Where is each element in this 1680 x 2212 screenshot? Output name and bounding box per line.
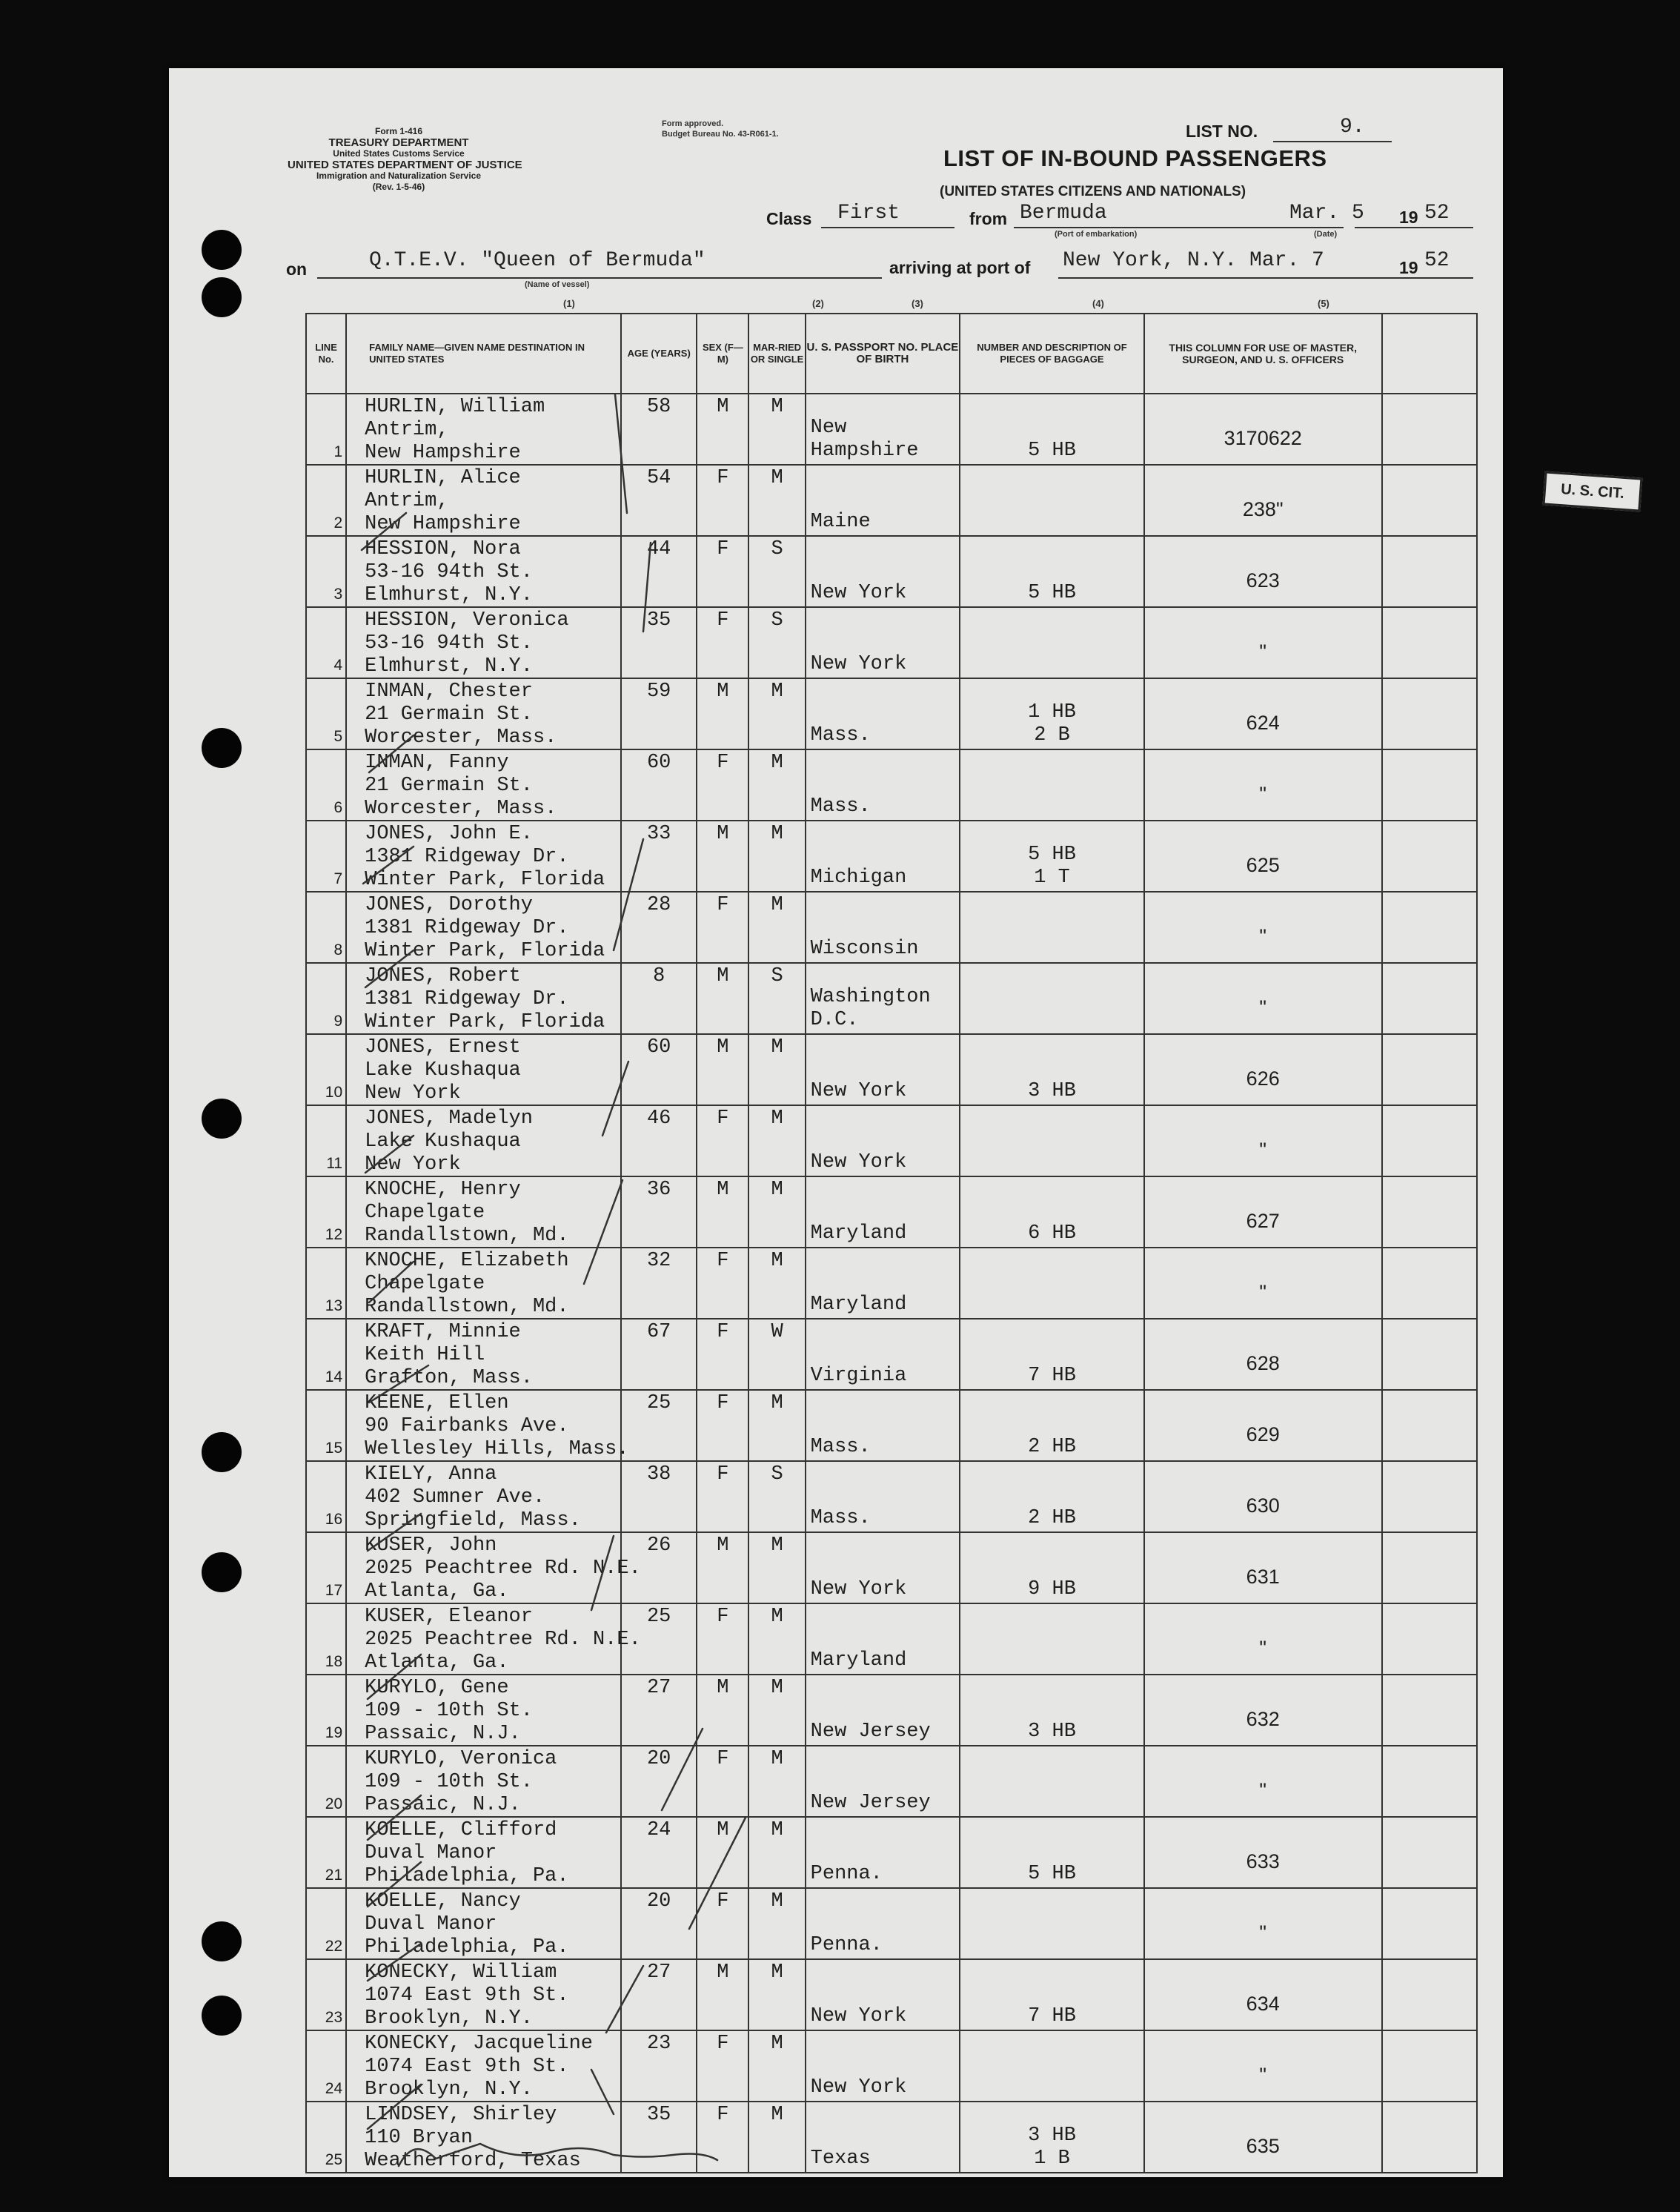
- address-line: Chapelgate: [365, 1202, 485, 1224]
- date-year-prefix: 19: [1399, 208, 1418, 227]
- passenger-name: JONES, Ernest: [365, 1036, 521, 1059]
- city-line: New York: [365, 1082, 461, 1105]
- passenger-name: JONES, Robert: [365, 965, 521, 987]
- header-age: AGE (YEARS): [621, 314, 697, 394]
- sex-cell: F: [697, 1461, 748, 1532]
- city-line: Passaic, N.J.: [365, 1794, 521, 1816]
- sex-cell: F: [697, 1319, 748, 1390]
- city-line: Brooklyn, N.Y.: [365, 2079, 533, 2101]
- age-cell: 20: [621, 1746, 697, 1817]
- age-cell: 46: [621, 1105, 697, 1176]
- address-line: 109 - 10th St.: [365, 1700, 533, 1722]
- line-number: 10: [325, 1084, 343, 1101]
- passenger-name: HURLIN, William: [365, 396, 545, 418]
- birthplace-line-2: Texas: [810, 2148, 871, 2170]
- officer-number: 624: [1246, 712, 1280, 734]
- birthplace-line-2: Maryland: [810, 1294, 907, 1316]
- birthplace-line-2: New York: [810, 1578, 907, 1600]
- passenger-name: KEENE, Ellen: [365, 1392, 509, 1414]
- header-passport: U. S. PASSPORT NO. PLACE OF BIRTH: [806, 314, 960, 394]
- header-married: MAR-RIED OR SINGLE: [748, 314, 805, 394]
- passenger-name: KONECKY, Jacqueline: [365, 2033, 593, 2055]
- birthplace-line-2: Hampshire: [810, 440, 919, 462]
- address-line: 2025 Peachtree Rd. N.E.: [365, 1629, 641, 1651]
- birthplace-line-2: New York: [810, 2076, 907, 2099]
- birthplace-line-2: New Jersey: [810, 1792, 931, 1814]
- marital-cell: M: [748, 1248, 805, 1319]
- address-line: 21 Germain St.: [365, 775, 533, 797]
- colnum-4: (4): [1092, 298, 1104, 309]
- city-line: New Hampshire: [365, 442, 521, 464]
- embark-caption: (Port of embarkation): [1055, 230, 1138, 239]
- manifest-page: [169, 68, 1625, 2177]
- line-number: 8: [333, 941, 343, 958]
- line-number: 12: [325, 1226, 343, 1243]
- address-line: Duval Manor: [365, 1913, 497, 1936]
- passenger-name: INMAN, Fanny: [365, 752, 509, 774]
- budget-bureau: Budget Bureau No. 43-R061-1.: [662, 130, 779, 139]
- sex-cell: M: [697, 821, 748, 892]
- officer-number: ": [1259, 1921, 1266, 1944]
- age-cell: 38: [621, 1461, 697, 1532]
- address-line: 1381 Ridgeway Dr.: [365, 988, 569, 1010]
- line-number: 17: [325, 1582, 343, 1599]
- address-line: 1074 East 9th St.: [365, 2056, 569, 2078]
- class-label: Class: [766, 209, 812, 228]
- birthplace-line-2: Penna.: [810, 1863, 883, 1885]
- line-number: 7: [333, 870, 343, 887]
- header-sex: SEX (F—M): [697, 314, 748, 394]
- marital-cell: M: [748, 1888, 805, 1959]
- officer-number: 633: [1246, 1850, 1280, 1872]
- passenger-name: KRAFT, Minnie: [365, 1321, 521, 1343]
- officer-number: 627: [1246, 1210, 1280, 1232]
- age-cell: 28: [621, 892, 697, 963]
- city-line: Philadelphia, Pa.: [365, 1865, 569, 1887]
- marital-cell: M: [748, 1817, 805, 1888]
- age-cell: 27: [621, 1959, 697, 2030]
- passenger-name: KURYLO, Veronica: [365, 1748, 557, 1770]
- line-number: 22: [325, 1938, 343, 1955]
- passenger-name: KONECKY, William: [365, 1961, 557, 1984]
- class-value: First: [837, 202, 900, 225]
- colnum-3: (3): [912, 298, 923, 309]
- address-line: 53-16 94th St.: [365, 632, 533, 655]
- birthplace-line-2: Mass.: [810, 1507, 871, 1529]
- date-value: Mar. 5: [1289, 202, 1364, 225]
- sex-cell: M: [697, 1959, 748, 2030]
- officer-number: 628: [1246, 1352, 1280, 1374]
- sex-cell: M: [697, 1176, 748, 1248]
- address-line: Antrim,: [365, 490, 449, 512]
- sex-cell: F: [697, 1603, 748, 1675]
- officer-number: ": [1259, 925, 1266, 947]
- officer-number: 629: [1246, 1423, 1280, 1446]
- line-number: 5: [333, 728, 343, 745]
- birthplace-line-2: Maryland: [810, 1222, 907, 1245]
- sex-cell: F: [697, 1105, 748, 1176]
- officer-number: ": [1259, 996, 1266, 1019]
- birthplace-line-2: New York: [810, 582, 907, 604]
- sex-cell: F: [697, 1248, 748, 1319]
- marital-cell: S: [748, 607, 805, 678]
- passenger-name: HESSION, Veronica: [365, 609, 569, 632]
- address-line: 1381 Ridgeway Dr.: [365, 846, 569, 868]
- address-line: 53-16 94th St.: [365, 561, 533, 583]
- birthplace-line-2: D.C.: [810, 1009, 859, 1031]
- officer-number: 3170622: [1224, 427, 1302, 449]
- address-line: Lake Kushaqua: [365, 1059, 521, 1082]
- birthplace-line-2: New York: [810, 1151, 907, 1173]
- line-number: 25: [325, 2151, 343, 2168]
- marital-cell: M: [748, 465, 805, 536]
- line-number: 20: [325, 1795, 343, 1812]
- line-number: 6: [333, 799, 343, 816]
- sex-cell: F: [697, 1390, 748, 1461]
- line-number: 21: [325, 1867, 343, 1884]
- address-line: Keith Hill: [365, 1344, 485, 1366]
- date-caption: (Date): [1314, 230, 1338, 239]
- passenger-name: KNOCHE, Henry: [365, 1179, 521, 1201]
- marital-cell: M: [748, 1390, 805, 1461]
- city-line: Elmhurst, N.Y.: [365, 584, 533, 606]
- baggage-line-2: 1 T: [1034, 867, 1070, 889]
- sex-cell: F: [697, 607, 748, 678]
- ins-service: Immigration and Naturalization Service: [316, 170, 482, 181]
- marital-cell: M: [748, 1034, 805, 1105]
- age-cell: 27: [621, 1675, 697, 1746]
- birthplace-line-2: Wisconsin: [810, 938, 919, 960]
- birthplace-line-2: New York: [810, 1080, 907, 1102]
- city-line: Philadelphia, Pa.: [365, 1936, 569, 1958]
- age-cell: 67: [621, 1319, 697, 1390]
- age-cell: 20: [621, 1888, 697, 1959]
- age-cell: 35: [621, 607, 697, 678]
- passenger-name: KURYLO, Gene: [365, 1677, 509, 1699]
- marital-cell: M: [748, 678, 805, 749]
- officer-number: 625: [1246, 854, 1280, 876]
- line-number: 3: [333, 586, 343, 603]
- marital-cell: M: [748, 1746, 805, 1817]
- officer-number: ": [1259, 783, 1266, 805]
- city-line: Worcester, Mass.: [365, 798, 557, 820]
- baggage-line-2: 2 HB: [1028, 1507, 1076, 1529]
- vessel-caption: (Name of vessel): [525, 280, 590, 289]
- birthplace-line-2: New Jersey: [810, 1721, 931, 1743]
- age-cell: 25: [621, 1603, 697, 1675]
- baggage-line-2: 7 HB: [1028, 2005, 1076, 2027]
- baggage-line-2: 3 HB: [1028, 1721, 1076, 1743]
- baggage-line-2: 1 B: [1034, 2148, 1070, 2170]
- city-line: Passaic, N.J.: [365, 1723, 521, 1745]
- officer-number: ": [1259, 1637, 1266, 1659]
- sex-cell: F: [697, 2102, 748, 2173]
- marital-cell: M: [748, 1959, 805, 2030]
- baggage-line-2: 3 HB: [1028, 1080, 1076, 1102]
- passenger-name: KUSER, Eleanor: [365, 1606, 533, 1628]
- line-number: 1: [333, 443, 343, 460]
- page-subtitle: (UNITED STATES CITIZENS AND NATIONALS): [940, 184, 1246, 199]
- address-line: Lake Kushaqua: [365, 1130, 521, 1153]
- sex-cell: F: [697, 465, 748, 536]
- line-number: 9: [333, 1013, 343, 1030]
- marital-cell: M: [748, 394, 805, 465]
- list-no-label: LIST NO.: [1186, 122, 1258, 141]
- age-cell: 58: [621, 394, 697, 465]
- city-line: Grafton, Mass.: [365, 1367, 533, 1389]
- address-line: 110 Bryan: [365, 2127, 473, 2149]
- passenger-name: JONES, Dorothy: [365, 894, 533, 916]
- handwritten-marks: [169, 68, 1503, 2177]
- birthplace-line-2: Penna.: [810, 1934, 883, 1956]
- officer-number: ": [1259, 1779, 1266, 1801]
- age-cell: 33: [621, 821, 697, 892]
- address-line: 1074 East 9th St.: [365, 1984, 569, 2007]
- officer-number: 626: [1246, 1067, 1280, 1090]
- marital-cell: S: [748, 1461, 805, 1532]
- passenger-name: LINDSEY, Shirley: [365, 2104, 557, 2126]
- line-number: 13: [325, 1297, 343, 1314]
- city-line: Atlanta, Ga.: [365, 1652, 509, 1674]
- marital-cell: M: [748, 1603, 805, 1675]
- from-value: Bermuda: [1020, 202, 1107, 225]
- birthplace-line-2: Michigan: [810, 867, 907, 889]
- revision: (Rev. 1-5-46): [372, 182, 425, 192]
- birthplace-line-2: Maryland: [810, 1649, 907, 1672]
- port-year-prefix: 19: [1399, 258, 1418, 277]
- line-number: 2: [333, 514, 343, 532]
- address-line: 109 - 10th St.: [365, 1771, 533, 1793]
- age-cell: 25: [621, 1390, 697, 1461]
- birthplace-line-2: New York: [810, 653, 907, 675]
- from-label: from: [969, 209, 1008, 228]
- passenger-name: KOELLE, Nancy: [365, 1890, 521, 1913]
- sex-cell: M: [697, 963, 748, 1034]
- marital-cell: M: [748, 749, 805, 821]
- age-cell: 60: [621, 1034, 697, 1105]
- line-number: 18: [325, 1653, 343, 1670]
- officer-number: ": [1259, 1139, 1266, 1161]
- passenger-name: HESSION, Nora: [365, 538, 521, 560]
- line-number: 4: [333, 657, 343, 674]
- age-cell: 59: [621, 678, 697, 749]
- marital-cell: M: [748, 1675, 805, 1746]
- address-line: 21 Germain St.: [365, 703, 533, 726]
- passenger-name: HURLIN, Alice: [365, 467, 521, 489]
- list-no-value: 9.: [1340, 116, 1365, 139]
- age-cell: 44: [621, 536, 697, 607]
- line-number: 19: [325, 1724, 343, 1741]
- passenger-name: KUSER, John: [365, 1534, 497, 1557]
- city-line: New York: [365, 1153, 461, 1176]
- address-line: 90 Fairbanks Ave.: [365, 1415, 569, 1437]
- address-line: Duval Manor: [365, 1842, 497, 1864]
- marital-cell: M: [748, 2102, 805, 2173]
- officer-number: 632: [1246, 1708, 1280, 1730]
- sex-cell: M: [697, 1817, 748, 1888]
- officer-number: 623: [1246, 569, 1280, 592]
- sex-cell: F: [697, 2030, 748, 2102]
- line-number: 24: [325, 2080, 343, 2097]
- marital-cell: M: [748, 821, 805, 892]
- officer-number: ": [1259, 640, 1266, 663]
- sex-cell: M: [697, 1034, 748, 1105]
- city-line: Winter Park, Florida: [365, 869, 605, 891]
- header-line: LINE No.: [306, 314, 346, 394]
- sex-cell: M: [697, 1675, 748, 1746]
- baggage-line-2: 5 HB: [1028, 440, 1076, 462]
- baggage-line-2: 2 B: [1034, 724, 1070, 746]
- age-cell: 35: [621, 2102, 697, 2173]
- age-cell: 23: [621, 2030, 697, 2102]
- age-cell: 8: [621, 963, 697, 1034]
- marital-cell: M: [748, 1105, 805, 1176]
- age-cell: 36: [621, 1176, 697, 1248]
- sex-cell: M: [697, 394, 748, 465]
- sex-cell: F: [697, 749, 748, 821]
- baggage-line-2: 6 HB: [1028, 1222, 1076, 1245]
- arriving-label: arriving at port of: [889, 258, 1031, 277]
- city-line: Brooklyn, N.Y.: [365, 2007, 533, 2030]
- marital-cell: M: [748, 1532, 805, 1603]
- form-number: Form 1-416: [374, 126, 423, 136]
- marital-cell: M: [748, 2030, 805, 2102]
- baggage-line-2: 9 HB: [1028, 1578, 1076, 1600]
- header-baggage: NUMBER AND DESCRIPTION OF PIECES OF BAGGAGE: [960, 314, 1144, 394]
- line-number: 15: [325, 1440, 343, 1457]
- passenger-name: JONES, Madelyn: [365, 1107, 533, 1130]
- officer-number: 631: [1246, 1566, 1280, 1588]
- line-number: 23: [325, 2009, 343, 2026]
- birthplace-line-2: Mass.: [810, 1436, 871, 1458]
- colnum-1: (1): [563, 298, 575, 309]
- baggage-line-1: 3 HB: [1028, 2125, 1076, 2147]
- address-line: 1381 Ridgeway Dr.: [365, 917, 569, 939]
- baggage-line-2: 5 HB: [1028, 1863, 1076, 1885]
- justice-dept: UNITED STATES DEPARTMENT OF JUSTICE: [288, 159, 522, 171]
- officer-number: 238": [1242, 498, 1284, 520]
- birthplace-line-2: Mass.: [810, 795, 871, 818]
- line-number: 14: [325, 1368, 343, 1385]
- passenger-name: KOELLE, Clifford: [365, 1819, 557, 1841]
- age-cell: 54: [621, 465, 697, 536]
- sex-cell: F: [697, 536, 748, 607]
- form-approved: Form approved.: [662, 119, 724, 128]
- birthplace-line-2: New York: [810, 2005, 907, 2027]
- officer-number: 630: [1246, 1494, 1280, 1517]
- city-line: Wellesley Hills, Mass.: [365, 1438, 629, 1460]
- passenger-name: JONES, John E.: [365, 823, 533, 845]
- city-line: New Hampshire: [365, 513, 521, 535]
- city-line: Randallstown, Md.: [365, 1296, 569, 1318]
- page-title: LIST OF IN-BOUND PASSENGERS: [943, 145, 1327, 171]
- sex-cell: M: [697, 678, 748, 749]
- city-line: Springfield, Mass.: [365, 1509, 581, 1531]
- birthplace-line-2: Virginia: [810, 1365, 907, 1387]
- age-cell: 26: [621, 1532, 697, 1603]
- passenger-name: KIELY, Anna: [365, 1463, 497, 1486]
- city-line: Weatherford, Texas: [365, 2150, 581, 2172]
- customs-service: United States Customs Service: [333, 148, 465, 159]
- port-year: 52: [1424, 249, 1450, 272]
- marital-cell: S: [748, 536, 805, 607]
- marital-cell: M: [748, 1176, 805, 1248]
- address-line: 402 Sumner Ave.: [365, 1486, 545, 1509]
- officer-number: ": [1259, 1281, 1266, 1303]
- line-number: 16: [325, 1511, 343, 1528]
- header-name: FAMILY NAME—GIVEN NAME DESTINATION IN UNITED STATES: [346, 314, 621, 394]
- passenger-name: KNOCHE, Elizabeth: [365, 1250, 569, 1272]
- on-label: on: [286, 259, 308, 279]
- baggage-line-2: 5 HB: [1028, 582, 1076, 604]
- marital-cell: W: [748, 1319, 805, 1390]
- baggage-line-1: 1 HB: [1028, 701, 1076, 723]
- passenger-name: INMAN, Chester: [365, 681, 533, 703]
- baggage-line-1: 5 HB: [1028, 844, 1076, 866]
- date-year: 52: [1424, 202, 1450, 225]
- city-line: Worcester, Mass.: [365, 726, 557, 749]
- city-line: Winter Park, Florida: [365, 940, 605, 962]
- city-line: Randallstown, Md.: [365, 1225, 569, 1247]
- city-line: Elmhurst, N.Y.: [365, 655, 533, 678]
- age-cell: 24: [621, 1817, 697, 1888]
- address-line: Antrim,: [365, 419, 449, 441]
- sex-cell: M: [697, 1532, 748, 1603]
- vessel-name: Q.T.E.V. "Queen of Bermuda": [369, 249, 705, 272]
- port-value: New York, N.Y. Mar. 7: [1063, 249, 1324, 272]
- birthplace-line-1: Washington: [810, 986, 931, 1008]
- age-cell: 60: [621, 749, 697, 821]
- baggage-line-2: 2 HB: [1028, 1436, 1076, 1458]
- colnum-2: (2): [812, 298, 824, 309]
- officer-number: ": [1259, 2064, 1266, 2086]
- marital-cell: M: [748, 892, 805, 963]
- sex-cell: F: [697, 892, 748, 963]
- birthplace-line-2: Maine: [810, 511, 871, 533]
- treasury-dept: TREASURY DEPARTMENT: [328, 136, 469, 149]
- sex-cell: F: [697, 1746, 748, 1817]
- baggage-line-2: 7 HB: [1028, 1365, 1076, 1387]
- marital-cell: S: [748, 963, 805, 1034]
- colnum-5: (5): [1318, 298, 1329, 309]
- sex-cell: F: [697, 1888, 748, 1959]
- line-number: 11: [326, 1155, 343, 1172]
- age-cell: 32: [621, 1248, 697, 1319]
- officer-number: 634: [1246, 1993, 1280, 2015]
- city-line: Winter Park, Florida: [365, 1011, 605, 1033]
- birthplace-line-1: New: [810, 417, 847, 439]
- address-line: 2025 Peachtree Rd. N.E.: [365, 1557, 641, 1580]
- header-officers: THIS COLUMN FOR USE OF MASTER, SURGEON, AND U. S. OFFICERS: [1144, 314, 1382, 394]
- address-line: Chapelgate: [365, 1273, 485, 1295]
- birthplace-line-2: Mass.: [810, 724, 871, 746]
- city-line: Atlanta, Ga.: [365, 1580, 509, 1603]
- officer-number: 635: [1246, 2135, 1280, 2157]
- us-cit-stamp: U. S. CIT.: [1543, 471, 1643, 511]
